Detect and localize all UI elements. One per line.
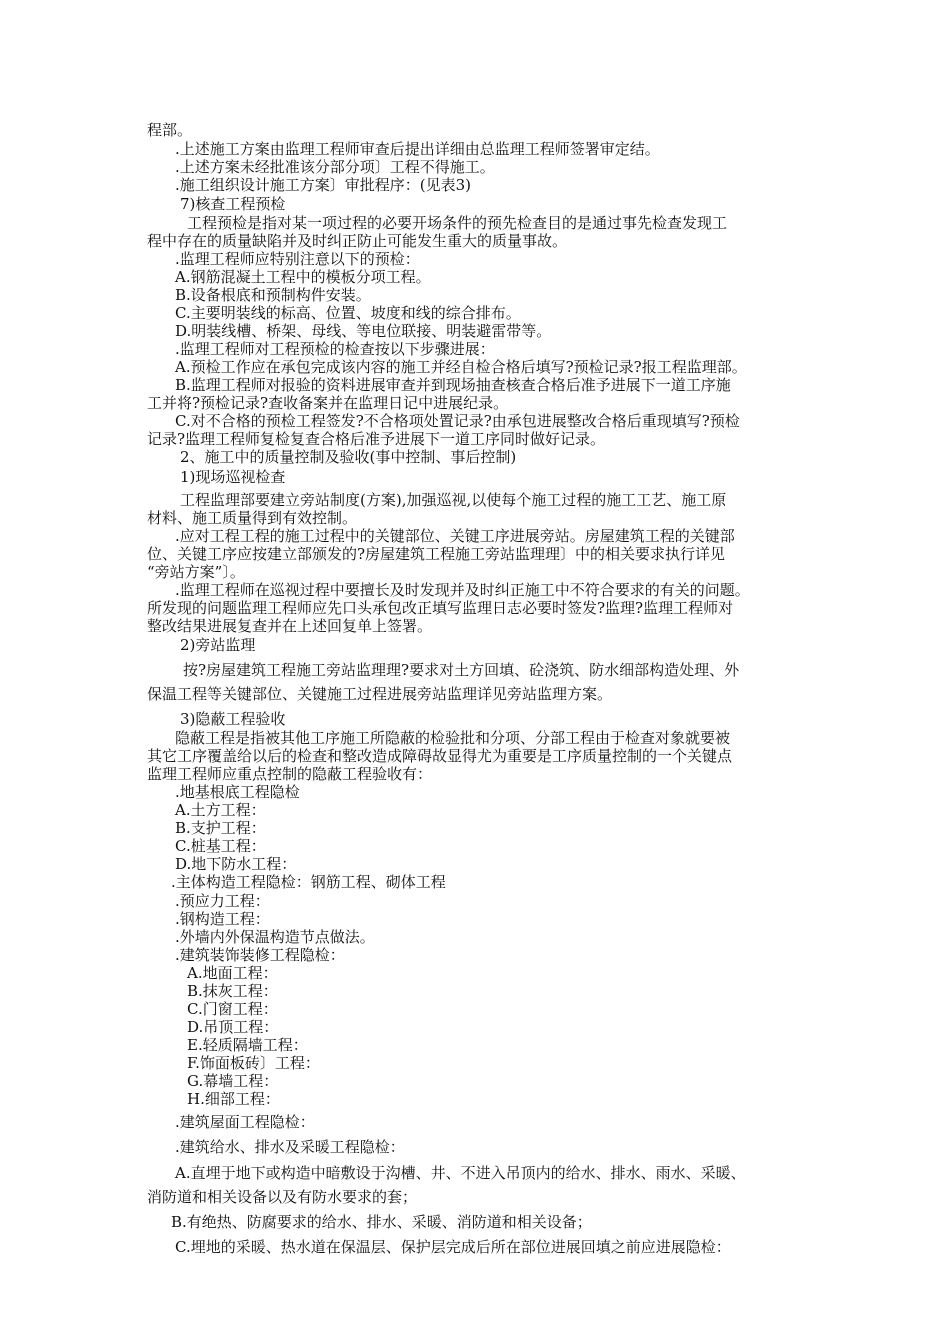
- text-line: 记录?监理工程师复检复查合格后准予进展下一道工序同时做好记录。: [147, 430, 606, 448]
- list-item: A.土方工程：: [175, 801, 266, 819]
- text-line: “旁站方案”〕。: [147, 563, 245, 581]
- list-item: C.桩基工程：: [175, 837, 266, 855]
- text-line: 位、关键工序应按建立部颁发的?房屋建筑工程施工旁站监理理〕中的相关要求执行详见: [147, 545, 726, 563]
- section-heading: 2)旁站监理: [180, 636, 256, 654]
- list-item: D.明装线槽、桥架、母线、等电位联接、明装避雷带等。: [175, 322, 552, 340]
- list-item: A.直埋于地下或构造中暗敷设于沟槽、井、不进入吊顶内的给水、排水、雨水、采暖、: [175, 1164, 746, 1182]
- section-heading: 1)现场巡视检查: [180, 468, 286, 486]
- section-heading: 2、施工中的质量控制及验收(事中控制、事后控制): [180, 448, 517, 466]
- text-line: 保温工程等关键部位、关键施工过程进展旁站监理详见旁站监理方案。: [147, 685, 613, 703]
- text-line: .监理工程师对工程预检的检查按以下步骤进展：: [175, 340, 495, 358]
- list-item: G.幕墙工程：: [187, 1072, 279, 1090]
- text-line: 工并将?预检记录?查收备案并在监理日记中进展纪录。: [147, 394, 509, 412]
- text-line: .监理工程师应特别注意以下的预检：: [175, 250, 420, 268]
- list-item: A.预检工作应在承包完成该内容的施工并经自检合格后填写?预检记录?报工程监理部。: [175, 358, 747, 376]
- text-line: .预应力工程：: [175, 892, 270, 910]
- text-line: 所发现的问题监理工程师应先口头承包改正填写监理日志必要时签发?监理?监理工程师对: [147, 599, 734, 617]
- text-line: 工程预检是指对某一项过程的必要开场条件的预先检查目的是通过事先检查发现工: [187, 214, 728, 232]
- text-line: .钢构造工程：: [175, 910, 270, 928]
- list-item: A.钢筋混凝土工程中的模板分项工程。: [175, 268, 431, 286]
- text-line: .应对工程工程的施工过程中的关键部位、关键工序进展旁站。房屋建筑工程的关键部: [175, 527, 735, 545]
- list-item: D.地下防水工程：: [175, 855, 297, 873]
- text-line: .外墙内外保温构造节点做法。: [175, 928, 375, 946]
- text-line: .建筑屋面工程隐检：: [175, 1113, 315, 1131]
- section-heading: 3)隐蔽工程验收: [180, 710, 286, 728]
- text-line: .地基根底工程隐检: [175, 783, 300, 801]
- text-line: .监理工程师在巡视过程中要擅长及时发现并及时纠正施工中不符合要求的有关的问题。: [175, 581, 750, 599]
- list-item: E.轻质隔墙工程：: [187, 1036, 308, 1054]
- list-item: B.有绝热、防腐要求的给水、排水、采暖、消防道和相关设备；: [171, 1213, 592, 1231]
- list-item: C.门窗工程：: [187, 1000, 278, 1018]
- text-line: 其它工序覆盖给以后的检查和整改造成障碍故显得尤为重要是工序质量控制的一个关键点: [147, 747, 733, 765]
- list-item: B.支护工程：: [175, 819, 266, 837]
- text-line: 整改结果进展复查并在上述回复单上签署。: [147, 617, 433, 635]
- text-line: 程部。: [147, 121, 193, 139]
- text-line: 工程监理部要建立旁站制度(方案),加强巡视,以使每个施工过程的施工工艺、施工原: [180, 491, 727, 509]
- text-line: 监理工程师应重点控制的隐蔽工程验收有：: [147, 765, 433, 783]
- list-item: C.埋地的采暖、热水道在保温层、保护层完成后所在部位进展回填之前应进展隐检：: [175, 1238, 731, 1256]
- list-item: A.地面工程：: [187, 964, 278, 982]
- text-line: .建筑给水、排水及采暖工程隐检：: [175, 1138, 405, 1156]
- text-line: 消防道和相关设备以及有防水要求的套；: [147, 1188, 418, 1206]
- list-item: C.主要明装线的标高、位置、坡度和线的综合排布。: [175, 304, 521, 322]
- text-line: 程中存在的质量缺陷并及时纠正防止可能发生重大的质量事故。: [147, 232, 568, 250]
- section-heading: 7)核查工程预检: [180, 195, 286, 213]
- list-item: C.对不合格的预检工程签发?不合格项处置记录?由承包进展整改合格后重现填写?预检: [175, 412, 740, 430]
- text-line: 隐蔽工程是指被其他工序施工所隐蔽的检验批和分项、分部工程由于检查对象就要被: [175, 729, 731, 747]
- text-line: .主体构造工程隐检：钢筋工程、砌体工程: [171, 873, 446, 891]
- text-line: .建筑装饰装修工程隐检：: [175, 946, 345, 964]
- text-line: .上述施工方案由监理工程师审查后提出详细由总监理工程师签署审定结。: [175, 140, 660, 158]
- text-line: .上述方案未经批准该分部分项〕工程不得施工。: [175, 158, 495, 176]
- list-item: B.设备根底和预制构件安装。: [175, 286, 371, 304]
- list-item: B.监理工程师对报验的资料进展审查并到现场抽查核查合格后准予进展下一道工序施: [175, 376, 731, 394]
- list-item: H.细部工程：: [187, 1090, 280, 1108]
- text-line: 按?房屋建筑工程施工旁站监理理?要求对土方回填、砼浇筑、防水细部构造处理、外: [183, 661, 740, 679]
- text-line: .施工组织设计施工方案〕审批程序：(见表3): [175, 176, 472, 194]
- text-line: 材料、施工质量得到有效控制。: [147, 509, 358, 527]
- list-item: D.吊顶工程：: [187, 1018, 279, 1036]
- list-item: B.抹灰工程：: [187, 982, 278, 1000]
- list-item: F.饰面板砖〕工程：: [187, 1054, 320, 1072]
